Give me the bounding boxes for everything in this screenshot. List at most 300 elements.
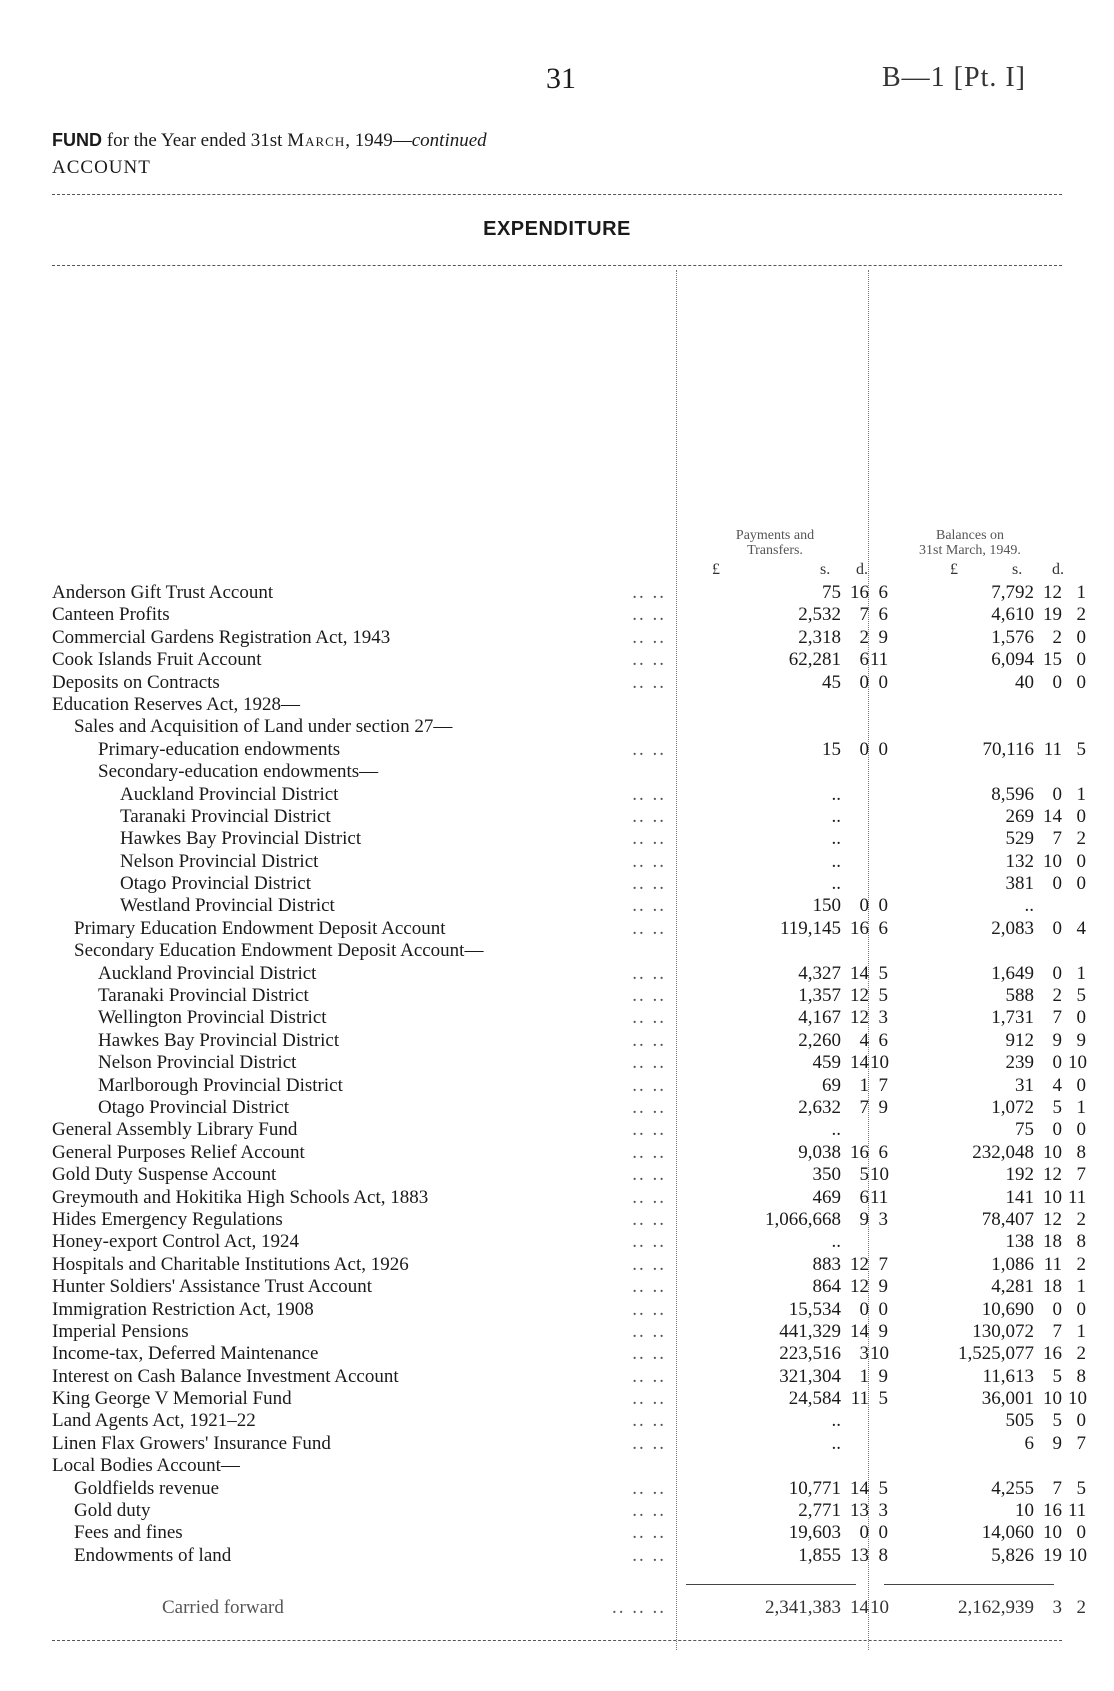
balances-pence: 7	[1076, 1164, 1086, 1186]
payments-pounds: 4,167	[798, 1007, 841, 1029]
payments-pounds: 223,516	[779, 1343, 841, 1365]
payments-pounds: 69	[822, 1074, 841, 1096]
payments-pence: 6	[878, 1141, 888, 1163]
payments-pounds: 1,066,668	[765, 1208, 841, 1230]
balances-pounds: 381	[1005, 873, 1034, 895]
balances-pence: 5	[1076, 738, 1086, 760]
balances-pounds: 232,048	[972, 1141, 1034, 1163]
balances-shillings: 10	[1043, 850, 1062, 872]
leader-dots: .. ..	[632, 1119, 666, 1141]
leader-dots: .. ..	[632, 738, 666, 760]
payments-shillings: 0	[859, 1522, 869, 1544]
table-row	[0, 940, 1114, 962]
payments-pence: 6	[878, 917, 888, 939]
leader-dots: .. ..	[632, 1500, 666, 1522]
balances-pounds: 138	[1005, 1231, 1034, 1253]
payments-shillings: 6	[859, 649, 869, 671]
balances-pounds: 75	[1015, 1119, 1034, 1141]
balances-pence: 1	[1076, 582, 1086, 603]
balances-pounds: 8,596	[991, 783, 1034, 805]
payments-shillings: 12	[850, 1007, 869, 1029]
balances-pounds: 36,001	[981, 1388, 1034, 1410]
balances-pounds: 132	[1005, 850, 1034, 872]
payments-pence: 9	[878, 1276, 888, 1298]
balances-shillings: 5	[1052, 1096, 1062, 1118]
balances-pounds: 6,094	[991, 649, 1034, 671]
table-row	[0, 918, 1114, 940]
payments-pounds: ..	[831, 828, 841, 850]
row-label: Education Reserves Act, 1928—	[52, 693, 301, 715]
balances-pence: 11	[1068, 1500, 1087, 1522]
balances-shillings-unit: s.	[1012, 561, 1023, 578]
balances-pounds: 1,525,077	[958, 1343, 1034, 1365]
balances-shillings: 12	[1043, 1208, 1062, 1230]
leader-dots: .. ..	[632, 1007, 666, 1029]
table-row	[0, 1321, 1114, 1343]
balances-shillings: 7	[1052, 1477, 1062, 1499]
payments-pounds: 321,304	[779, 1365, 841, 1387]
row-label: Westland Provincial District	[120, 895, 335, 917]
payments-pounds: 15,534	[788, 1298, 841, 1320]
carried-forward-label: Carried forward	[162, 1597, 284, 1618]
balances-shillings: 0	[1052, 873, 1062, 895]
row-label: Secondary Education Endowment Deposit Account—	[74, 940, 484, 962]
balances-shillings: 18	[1043, 1276, 1062, 1298]
payments-pounds: 45	[822, 671, 841, 693]
total-payments-pence: 10	[870, 1597, 889, 1618]
payments-pounds: 119,145	[779, 917, 841, 939]
payments-shillings: 5	[859, 1164, 869, 1186]
balances-pounds: 141	[1005, 1186, 1034, 1208]
table-row	[0, 806, 1114, 828]
leader-dots: .. ..	[632, 1320, 666, 1342]
balances-pence: 4	[1076, 917, 1086, 939]
table-row	[0, 1097, 1114, 1119]
table-row	[0, 1142, 1114, 1164]
payments-pence: 6	[878, 582, 888, 603]
payments-shillings: 1	[859, 1074, 869, 1096]
balances-pence: 11	[1068, 1186, 1087, 1208]
leader-dots: .. ..	[632, 828, 666, 850]
table-row	[0, 1209, 1114, 1231]
payments-pounds: ..	[831, 1432, 841, 1454]
payments-header-line2: Transfers.	[747, 543, 803, 558]
row-label: Honey-export Control Act, 1924	[52, 1231, 299, 1253]
payments-shillings: 13	[850, 1544, 869, 1566]
balances-pence: 10	[1068, 1544, 1087, 1566]
payments-pence: 8	[878, 1544, 888, 1566]
row-label: Commercial Gardens Registration Act, 1943	[52, 626, 391, 648]
payments-pounds: 864	[812, 1276, 841, 1298]
row-label: Otago Provincial District	[98, 1096, 290, 1118]
leader-dots: .. ..	[632, 1276, 666, 1298]
table-row	[0, 1030, 1114, 1052]
balances-pounds: 4,610	[991, 604, 1034, 626]
leader-dots: .. ..	[632, 1343, 666, 1365]
account-heading: ACCOUNT	[52, 157, 151, 178]
fund-word: FUND	[52, 130, 102, 150]
heading-month: March	[287, 130, 346, 151]
balances-pounds: 912	[1005, 1029, 1034, 1051]
table-row	[0, 1164, 1114, 1186]
payments-shillings: 0	[859, 671, 869, 693]
payments-total-rule	[686, 1584, 856, 1585]
table-row	[0, 1075, 1114, 1097]
row-label: Fees and fines	[74, 1522, 183, 1544]
total-payments-pounds: 2,341,383	[765, 1597, 841, 1618]
balances-header-line2: 31st March, 1949.	[919, 543, 1021, 558]
balances-pence: 8	[1076, 1231, 1086, 1253]
payments-shillings: 3	[859, 1343, 869, 1365]
row-label: Hospitals and Charitable Institutions Act, 1926	[52, 1253, 409, 1275]
leader-dots: .. ..	[632, 917, 666, 939]
table-row	[0, 1433, 1114, 1455]
row-label: Anderson Gift Trust Account	[52, 582, 274, 603]
payments-shillings: 1	[859, 1365, 869, 1387]
row-label: Hunter Soldiers' Assistance Trust Account	[52, 1276, 373, 1298]
balances-pence: 2	[1076, 1253, 1086, 1275]
leader-dots: .. ..	[632, 582, 666, 603]
payments-shillings: 12	[850, 985, 869, 1007]
balances-pounds: 1,086	[991, 1253, 1034, 1275]
balances-pence: 0	[1076, 1298, 1086, 1320]
payments-pounds: 350	[812, 1164, 841, 1186]
page-number: 31	[546, 62, 576, 95]
table-row	[0, 649, 1114, 671]
balances-pounds: 10,690	[981, 1298, 1034, 1320]
balances-pounds: 11,613	[982, 1365, 1034, 1387]
carried-forward-row	[0, 1597, 1114, 1621]
table-row	[0, 1522, 1114, 1544]
balances-shillings: 9	[1052, 1432, 1062, 1454]
row-label: Linen Flax Growers' Insurance Fund	[52, 1432, 331, 1454]
balances-total-rule	[884, 1584, 1054, 1585]
leader-dots: .. ..	[632, 805, 666, 827]
balances-shillings: 2	[1052, 985, 1062, 1007]
row-label: Local Bodies Account—	[52, 1455, 240, 1477]
payments-shillings: 0	[859, 1298, 869, 1320]
balances-shillings: 10	[1043, 1141, 1062, 1163]
row-label: Auckland Provincial District	[120, 783, 339, 805]
table-row	[0, 739, 1114, 761]
payments-pence: 6	[878, 604, 888, 626]
leader-dots: .. ..	[632, 671, 666, 693]
balances-pence: 1	[1076, 1096, 1086, 1118]
balances-shillings: 0	[1052, 671, 1062, 693]
balances-pounds-unit: £	[950, 561, 958, 578]
row-label: Income-tax, Deferred Maintenance	[52, 1343, 319, 1365]
table-row	[0, 1119, 1114, 1141]
payments-header-line1: Payments and	[735, 528, 815, 543]
leader-dots: .. ..	[632, 1029, 666, 1051]
balances-pounds: 4,255	[991, 1477, 1034, 1499]
balances-pence: 0	[1076, 873, 1086, 895]
payments-pounds: 4,327	[798, 962, 841, 984]
leader-dots: .. ..	[632, 626, 666, 648]
balances-shillings: 15	[1043, 649, 1062, 671]
balances-pence: 8	[1076, 1141, 1086, 1163]
balances-pence: 8	[1076, 1365, 1086, 1387]
payments-pounds: 9,038	[798, 1141, 841, 1163]
row-label: Secondary-education endowments—	[98, 761, 379, 783]
payments-shillings: 4	[859, 1029, 869, 1051]
balances-pounds: 1,649	[991, 962, 1034, 984]
payments-shillings: 16	[850, 917, 869, 939]
payments-pence: 11	[870, 1186, 889, 1208]
payments-shillings: 14	[850, 962, 869, 984]
row-label: Deposits on Contracts	[52, 671, 220, 693]
payments-pounds: 441,329	[779, 1320, 841, 1342]
total-payments-shillings: 14	[850, 1597, 869, 1618]
balances-shillings: 0	[1052, 1119, 1062, 1141]
table-row	[0, 604, 1114, 626]
table-row	[0, 672, 1114, 694]
balances-pence: 0	[1076, 649, 1086, 671]
table-row	[0, 694, 1114, 716]
balances-pence: 0	[1076, 850, 1086, 872]
payments-pounds: 2,260	[798, 1029, 841, 1051]
balances-pence: 5	[1076, 1477, 1086, 1499]
payments-pounds: 1,357	[798, 985, 841, 1007]
payments-pounds-unit: £	[712, 561, 720, 578]
balances-shillings: 10	[1043, 1186, 1062, 1208]
payments-pounds: ..	[831, 805, 841, 827]
balances-pence: 0	[1076, 626, 1086, 648]
balances-pounds: 78,407	[981, 1208, 1034, 1230]
payments-pence: 3	[878, 1500, 888, 1522]
leader-dots: .. ..	[632, 1096, 666, 1118]
payments-pence: 7	[878, 1253, 888, 1275]
balances-pence: 0	[1076, 1007, 1086, 1029]
balances-pence: 5	[1076, 985, 1086, 1007]
table-row	[0, 873, 1114, 895]
payments-pence: 5	[878, 1477, 888, 1499]
payments-pounds: 2,318	[798, 626, 841, 648]
payments-pounds: 24,584	[788, 1388, 841, 1410]
row-label: Interest on Cash Balance Investment Account	[52, 1365, 399, 1387]
section-title: EXPENDITURE	[483, 218, 631, 240]
payments-pounds: 2,771	[798, 1500, 841, 1522]
payments-shillings: 11	[850, 1388, 869, 1410]
balances-header-line1: Balances on	[935, 528, 1005, 543]
leader-dots: .. ..	[632, 1410, 666, 1432]
payments-shillings: 9	[859, 1208, 869, 1230]
balances-pounds: 192	[1005, 1164, 1034, 1186]
payments-pounds: ..	[831, 850, 841, 872]
payments-shillings-unit: s.	[820, 561, 831, 578]
row-label: General Purposes Relief Account	[52, 1141, 305, 1163]
leader-dots: .. ..	[632, 1052, 666, 1074]
balances-pounds: 2,083	[991, 917, 1034, 939]
balances-pence: 0	[1076, 1074, 1086, 1096]
balances-pounds: 588	[1005, 985, 1034, 1007]
row-label: Gold duty	[74, 1500, 151, 1522]
row-label: Goldfields revenue	[74, 1477, 220, 1499]
table-row	[0, 1276, 1114, 1298]
payments-pence: 0	[878, 895, 888, 917]
leader-dots: .. ..	[632, 850, 666, 872]
table-row	[0, 1187, 1114, 1209]
balances-pounds: 1,072	[991, 1096, 1034, 1118]
bottom-rule	[52, 1640, 1062, 1641]
payments-pounds: 150	[812, 895, 841, 917]
payments-column-header	[690, 528, 860, 558]
balances-pence: 2	[1076, 1208, 1086, 1230]
balances-pence: 1	[1076, 783, 1086, 805]
table-row	[0, 1410, 1114, 1432]
total-balances-pence: 2	[1076, 1597, 1086, 1618]
leader-dots: .. ..	[632, 1298, 666, 1320]
table-row	[0, 1545, 1114, 1567]
table-row	[0, 1343, 1114, 1365]
balances-pence: 10	[1068, 1052, 1087, 1074]
balances-shillings: 11	[1043, 1253, 1062, 1275]
balances-pounds: 7,792	[991, 582, 1034, 603]
balances-pounds: 14,060	[981, 1522, 1034, 1544]
table-row	[0, 1478, 1114, 1500]
balances-shillings: 7	[1052, 1007, 1062, 1029]
row-label: Marlborough Provincial District	[98, 1074, 343, 1096]
payments-shillings: 14	[850, 1052, 869, 1074]
leader-dots: .. ..	[632, 783, 666, 805]
balances-shillings: 2	[1052, 626, 1062, 648]
balances-pence: 0	[1076, 1410, 1086, 1432]
table-row	[0, 627, 1114, 649]
payments-pence: 5	[878, 1388, 888, 1410]
row-label: Endowments of land	[74, 1544, 232, 1566]
balances-pence: 10	[1068, 1388, 1087, 1410]
balances-shillings: 5	[1052, 1410, 1062, 1432]
balances-pounds: ..	[1024, 895, 1034, 917]
row-label: Cook Islands Fruit Account	[52, 649, 262, 671]
payments-shillings: 7	[859, 1096, 869, 1118]
payments-pence: 0	[878, 1298, 888, 1320]
payments-shillings: 6	[859, 1186, 869, 1208]
payments-pence: 0	[878, 1522, 888, 1544]
payments-pounds: ..	[831, 1231, 841, 1253]
payments-shillings: 0	[859, 738, 869, 760]
table-row	[0, 1007, 1114, 1029]
balances-pounds: 5,826	[991, 1544, 1034, 1566]
balances-pence: 0	[1076, 1119, 1086, 1141]
balances-pence: 1	[1076, 1320, 1086, 1342]
payments-pounds: ..	[831, 1119, 841, 1141]
balances-pounds: 269	[1005, 805, 1034, 827]
balances-pence: 1	[1076, 962, 1086, 984]
payments-pence: 10	[870, 1052, 889, 1074]
payments-shillings: 14	[850, 1477, 869, 1499]
leader-dots: .. ..	[632, 1208, 666, 1230]
balances-pounds: 239	[1005, 1052, 1034, 1074]
table-row	[0, 1500, 1114, 1522]
balances-pence-unit: d.	[1052, 561, 1064, 578]
row-label: Land Agents Act, 1921–22	[52, 1410, 256, 1432]
payments-pounds: ..	[831, 1410, 841, 1432]
table-row	[0, 851, 1114, 873]
table-row	[0, 761, 1114, 783]
leader-dots: .. ..	[632, 1522, 666, 1544]
payments-pence: 10	[870, 1343, 889, 1365]
payments-pence: 5	[878, 962, 888, 984]
balances-pence: 2	[1076, 1343, 1086, 1365]
leader-dots: .. ..	[632, 649, 666, 671]
row-label: Gold Duty Suspense Account	[52, 1164, 277, 1186]
balances-pence: 1	[1076, 1276, 1086, 1298]
payments-pounds: 10,771	[788, 1477, 841, 1499]
heading-continued: continued	[411, 130, 487, 151]
payments-pounds: 1,855	[798, 1544, 841, 1566]
balances-pounds: 4,281	[991, 1276, 1034, 1298]
balances-shillings: 0	[1052, 917, 1062, 939]
table-row	[0, 1052, 1114, 1074]
payments-pence: 0	[878, 671, 888, 693]
balances-shillings: 7	[1052, 828, 1062, 850]
balances-shillings: 5	[1052, 1365, 1062, 1387]
row-label: Primary Education Endowment Deposit Account	[74, 917, 446, 939]
balances-shillings: 10	[1043, 1388, 1062, 1410]
leader-dots: .. ..	[632, 1253, 666, 1275]
balances-shillings: 0	[1052, 783, 1062, 805]
balances-shillings: 10	[1043, 1522, 1062, 1544]
payments-shillings: 12	[850, 1276, 869, 1298]
table-row	[0, 985, 1114, 1007]
payments-pounds: 15	[822, 738, 841, 760]
fund-heading	[52, 130, 487, 152]
balances-pence: 7	[1076, 1432, 1086, 1454]
payments-pence: 9	[878, 1096, 888, 1118]
payments-pounds: 459	[812, 1052, 841, 1074]
table-row	[0, 963, 1114, 985]
balances-shillings: 16	[1043, 1500, 1062, 1522]
leader-dots: .. ..	[632, 873, 666, 895]
balances-shillings: 19	[1043, 1544, 1062, 1566]
table-row	[0, 1388, 1114, 1410]
balances-shillings: 12	[1043, 582, 1062, 603]
leader-dots: .. ..	[632, 1186, 666, 1208]
heading-year: , 1949—	[345, 130, 412, 151]
balances-shillings: 16	[1043, 1343, 1062, 1365]
expenditure-table	[0, 582, 1114, 1567]
total-balances-pounds: 2,162,939	[958, 1597, 1034, 1618]
table-row	[0, 1254, 1114, 1276]
balances-pounds: 130,072	[972, 1320, 1034, 1342]
balances-shillings: 7	[1052, 1320, 1062, 1342]
balances-pounds: 6	[1024, 1432, 1034, 1454]
balances-pounds: 70,116	[982, 738, 1034, 760]
balances-pence: 2	[1076, 828, 1086, 850]
payments-pence: 9	[878, 626, 888, 648]
leader-dots: .. ..	[632, 1388, 666, 1410]
row-label: Hawkes Bay Provincial District	[120, 828, 362, 850]
row-label: Primary-education endowments	[98, 738, 341, 760]
row-label: King George V Memorial Fund	[52, 1388, 292, 1410]
payments-shillings: 7	[859, 604, 869, 626]
payments-pence: 3	[878, 1208, 888, 1230]
row-label: Auckland Provincial District	[98, 962, 317, 984]
balances-shillings: 4	[1052, 1074, 1062, 1096]
balances-pounds: 31	[1015, 1074, 1034, 1096]
heading-year-text: for the Year ended 31st	[102, 130, 288, 151]
balances-pounds: 40	[1015, 671, 1034, 693]
balances-shillings: 0	[1052, 1052, 1062, 1074]
payments-pounds: 2,632	[798, 1096, 841, 1118]
payments-pounds: 883	[812, 1253, 841, 1275]
payments-pence-unit: d.	[856, 561, 868, 578]
balances-pounds: 1,731	[991, 1007, 1034, 1029]
leader-dots: .. ..	[632, 1141, 666, 1163]
row-label: Greymouth and Hokitika High Schools Act, 1883	[52, 1186, 429, 1208]
payments-pence: 11	[870, 649, 889, 671]
